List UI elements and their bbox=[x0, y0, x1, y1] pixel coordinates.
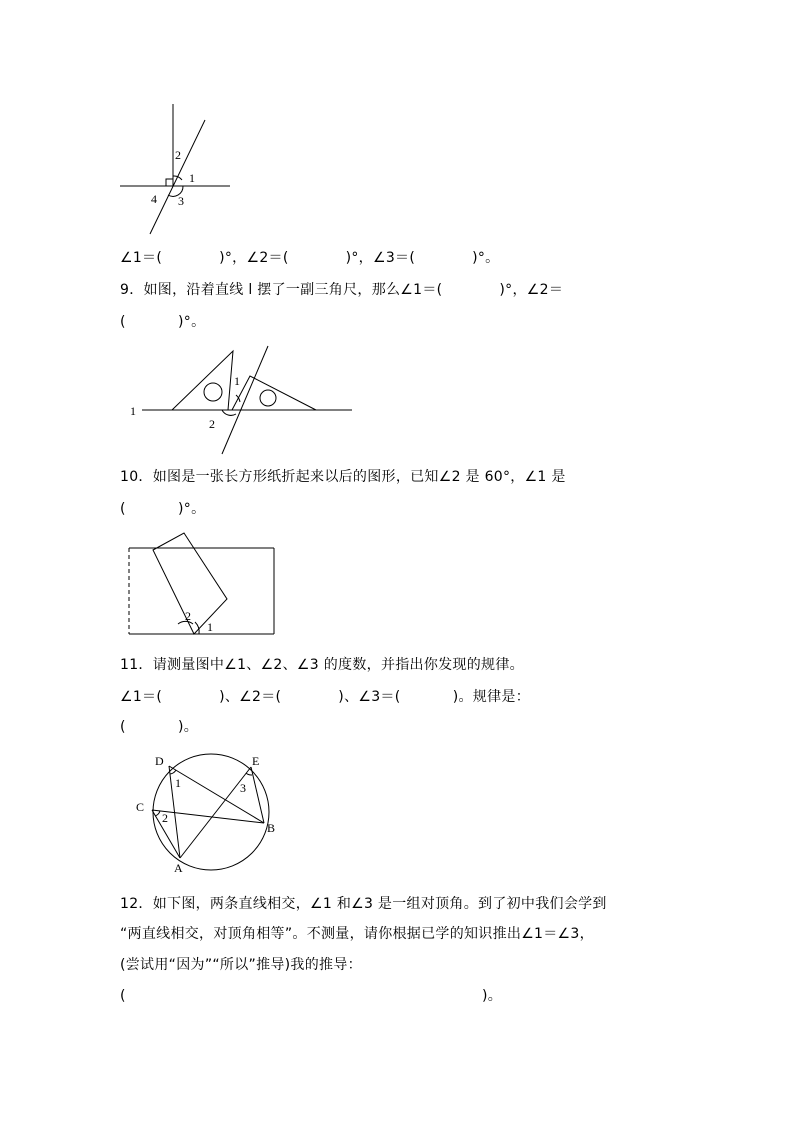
point-label-A: A bbox=[174, 861, 183, 875]
angle-arc-3 bbox=[246, 773, 252, 775]
q9-question: 9．如图，沿着直线 l 摆了一副三角尺，那么∠1＝( )°，∠2＝ bbox=[120, 282, 564, 298]
angle-label-2: 2 bbox=[209, 417, 215, 431]
angle-label-4: 4 bbox=[151, 192, 157, 206]
segment-CB bbox=[152, 810, 264, 823]
angle-label-1: 1 bbox=[234, 374, 240, 388]
q12-question-line-2: “两直线相交，对顶角相等”。不测量，请你根据已学的知识推出∠1＝∠3， bbox=[120, 926, 594, 942]
point-label-E: E bbox=[252, 754, 260, 768]
angle-label-2: 2 bbox=[175, 148, 181, 162]
q10-question: 10．如图是一张长方形纸折起来以后的图形，已知∠2 是 60°，∠1 是 bbox=[120, 469, 566, 485]
point-label-D: D bbox=[155, 754, 164, 768]
q8-answer-line: ∠1＝( )°，∠2＝( )°，∠3＝( )°。 bbox=[120, 250, 500, 266]
point-label-C: C bbox=[136, 800, 145, 814]
q12-answer: ( )。 bbox=[120, 988, 503, 1004]
angle-label-1: 1 bbox=[207, 620, 213, 634]
q11-question: 11．请测量图中∠1、∠2、∠3 的度数，并指出你发现的规律。 bbox=[120, 657, 524, 673]
angle-label-2: 2 bbox=[185, 609, 191, 623]
angle-label-3: 3 bbox=[240, 781, 246, 795]
angle-label-2: 2 bbox=[162, 811, 168, 825]
line-label-l: 1 bbox=[130, 404, 136, 418]
q9-answer: ( )°。 bbox=[120, 314, 206, 330]
q12-question-line-1: 12．如下图，两条直线相交，∠1 和∠3 是一组对顶角。到了初中我们会学到 bbox=[120, 896, 607, 912]
q11-rule: ( )。 bbox=[120, 719, 199, 735]
angle-arc-2 bbox=[155, 811, 160, 816]
point-label-B: B bbox=[267, 821, 276, 835]
angle-label-1: 1 bbox=[175, 776, 181, 790]
q11-answer: ∠1＝( )、∠2＝( )、∠3＝( )。规律是： bbox=[120, 689, 531, 705]
angle-label-3: 3 bbox=[178, 194, 184, 208]
q12-question-line-3: (尝试用“因为”“所以”推导)我的推导： bbox=[120, 957, 362, 973]
segment-EB bbox=[251, 767, 264, 823]
angle-label-1: 1 bbox=[189, 171, 195, 185]
q10-answer: ( )°。 bbox=[120, 501, 206, 517]
